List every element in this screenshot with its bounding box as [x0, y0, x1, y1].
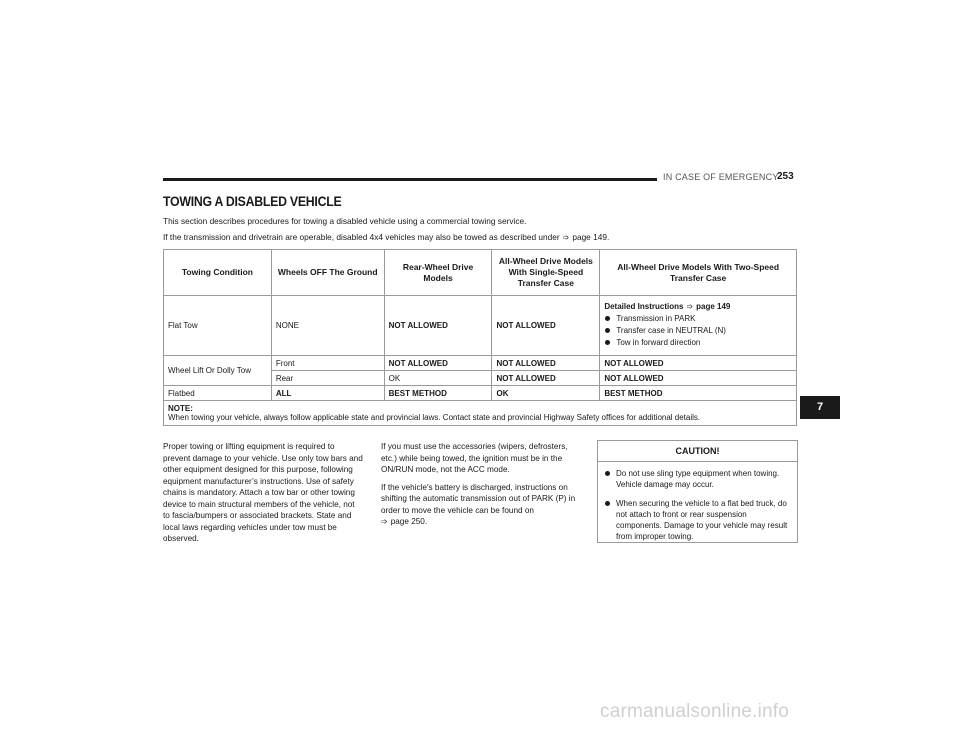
cell-rwd: NOT ALLOWED: [384, 296, 492, 356]
note-text: When towing your vehicle, always follow applicable state and provincial laws. Contact state and provincial Highway Safety offices for additional details.: [168, 413, 701, 422]
cell-awd-two-detail: [600, 296, 797, 356]
cell-condition: Flat Tow: [164, 296, 272, 356]
note-cell: [164, 401, 797, 426]
detailed-instructions-link[interactable]: page 149: [696, 301, 731, 311]
cell-condition: Wheel Lift Or Dolly Tow: [164, 356, 272, 386]
note-label: NOTE:: [168, 404, 193, 413]
cell-wheels: Rear: [271, 371, 384, 386]
detailed-instructions: [604, 302, 792, 311]
cell-awd-two: NOT ALLOWED: [600, 356, 797, 371]
table-note-row: [164, 401, 797, 426]
watermark: carmanualsonline.info: [600, 701, 790, 722]
cell-rwd: NOT ALLOWED: [384, 356, 492, 371]
cell-awd-single: OK: [492, 386, 600, 401]
page-reference-arrow-icon: ➩: [562, 233, 570, 242]
intro-line-2-text: If the transmission and drivetrain are operable, disabled 4x4 vehicles may also be towed as described under: [163, 232, 560, 242]
cell-awd-single: NOT ALLOWED: [492, 296, 600, 356]
header-rwd: Rear-Wheel Drive Models: [384, 250, 492, 296]
chapter-tab: 7: [800, 396, 840, 419]
cell-rwd: OK: [384, 371, 492, 386]
header-awd-two: All-Wheel Drive Models With Two-Speed Transfer Case: [600, 250, 797, 296]
list-item: Transfer case in NEUTRAL (N): [604, 326, 792, 335]
table-row: [164, 356, 797, 371]
header-towing-condition: Towing Condition: [164, 250, 272, 296]
detailed-instructions-label: Detailed Instructions: [604, 301, 684, 311]
towing-table: [163, 249, 797, 426]
list-item: Do not use sling type equipment when towing. Vehicle damage may occur.: [604, 468, 791, 490]
page-title: TOWING A DISABLED VEHICLE: [163, 193, 342, 209]
intro-line-2: [163, 232, 609, 242]
battery-page-link[interactable]: page 250.: [390, 517, 428, 526]
table-header-row: [164, 250, 797, 296]
list-item: When securing the vehicle to a flat bed truck, do not attach to front or rear suspension components. Damage to your vehicle may result from improper towing.: [604, 498, 791, 542]
intro-line-1: This section describes procedures for towing a disabled vehicle using a commercial towing service.: [163, 216, 527, 226]
page-reference-arrow-icon: ➩: [381, 517, 388, 526]
paragraph-battery: [381, 482, 581, 528]
paragraph-battery-text: If the vehicle's battery is discharged, instructions on shifting the automatic transmission out of PARK (P) in order to move the vehicle can be found on: [381, 482, 576, 515]
table-row: [164, 386, 797, 401]
intro-page-link[interactable]: page 149.: [572, 232, 610, 242]
header-wheels-off: Wheels OFF The Ground: [271, 250, 384, 296]
list-item: Transmission in PARK: [604, 314, 792, 323]
cell-awd-single: NOT ALLOWED: [492, 356, 600, 371]
cell-awd-two: NOT ALLOWED: [600, 371, 797, 386]
header-rule: [163, 178, 657, 181]
table-row: [164, 296, 797, 356]
paragraph-accessories: If you must use the accessories (wipers, defrosters, etc.) while being towed, the ignition must be in the ON/RUN mode, not the ACC mode.: [381, 442, 568, 474]
flat-tow-instructions-list: [604, 314, 792, 347]
cell-awd-single: NOT ALLOWED: [492, 371, 600, 386]
body-column-1: Proper towing or lifting equipment is required to prevent damage to your vehicle. Use only tow bars and other equipment designed for this purpose, following equipment manufacturer’s instructions. Use of safety chains is mandatory. Attach a tow bar or other towing device to main structural members of the vehicle, not to fascia/bumpers or associated brackets. State and local laws regarding vehicles under tow must be observed.: [163, 442, 363, 543]
cell-condition: Flatbed: [164, 386, 272, 401]
caution-title: CAUTION!: [598, 441, 797, 462]
header-awd-single: All-Wheel Drive Models With Single-Speed Transfer Case: [492, 250, 600, 296]
caution-list: [598, 468, 797, 542]
cell-awd-two: BEST METHOD: [600, 386, 797, 401]
cell-rwd: BEST METHOD: [384, 386, 492, 401]
cell-wheels: ALL: [271, 386, 384, 401]
page-number: 253: [777, 171, 794, 182]
header-section-title: IN CASE OF EMERGENCY: [663, 172, 779, 182]
page-reference-arrow-icon: ➩: [686, 301, 694, 311]
cell-wheels: NONE: [271, 296, 384, 356]
list-item: Tow in forward direction: [604, 338, 792, 347]
cell-wheels: Front: [271, 356, 384, 371]
body-column-2: [381, 441, 581, 534]
caution-box: [597, 440, 798, 543]
